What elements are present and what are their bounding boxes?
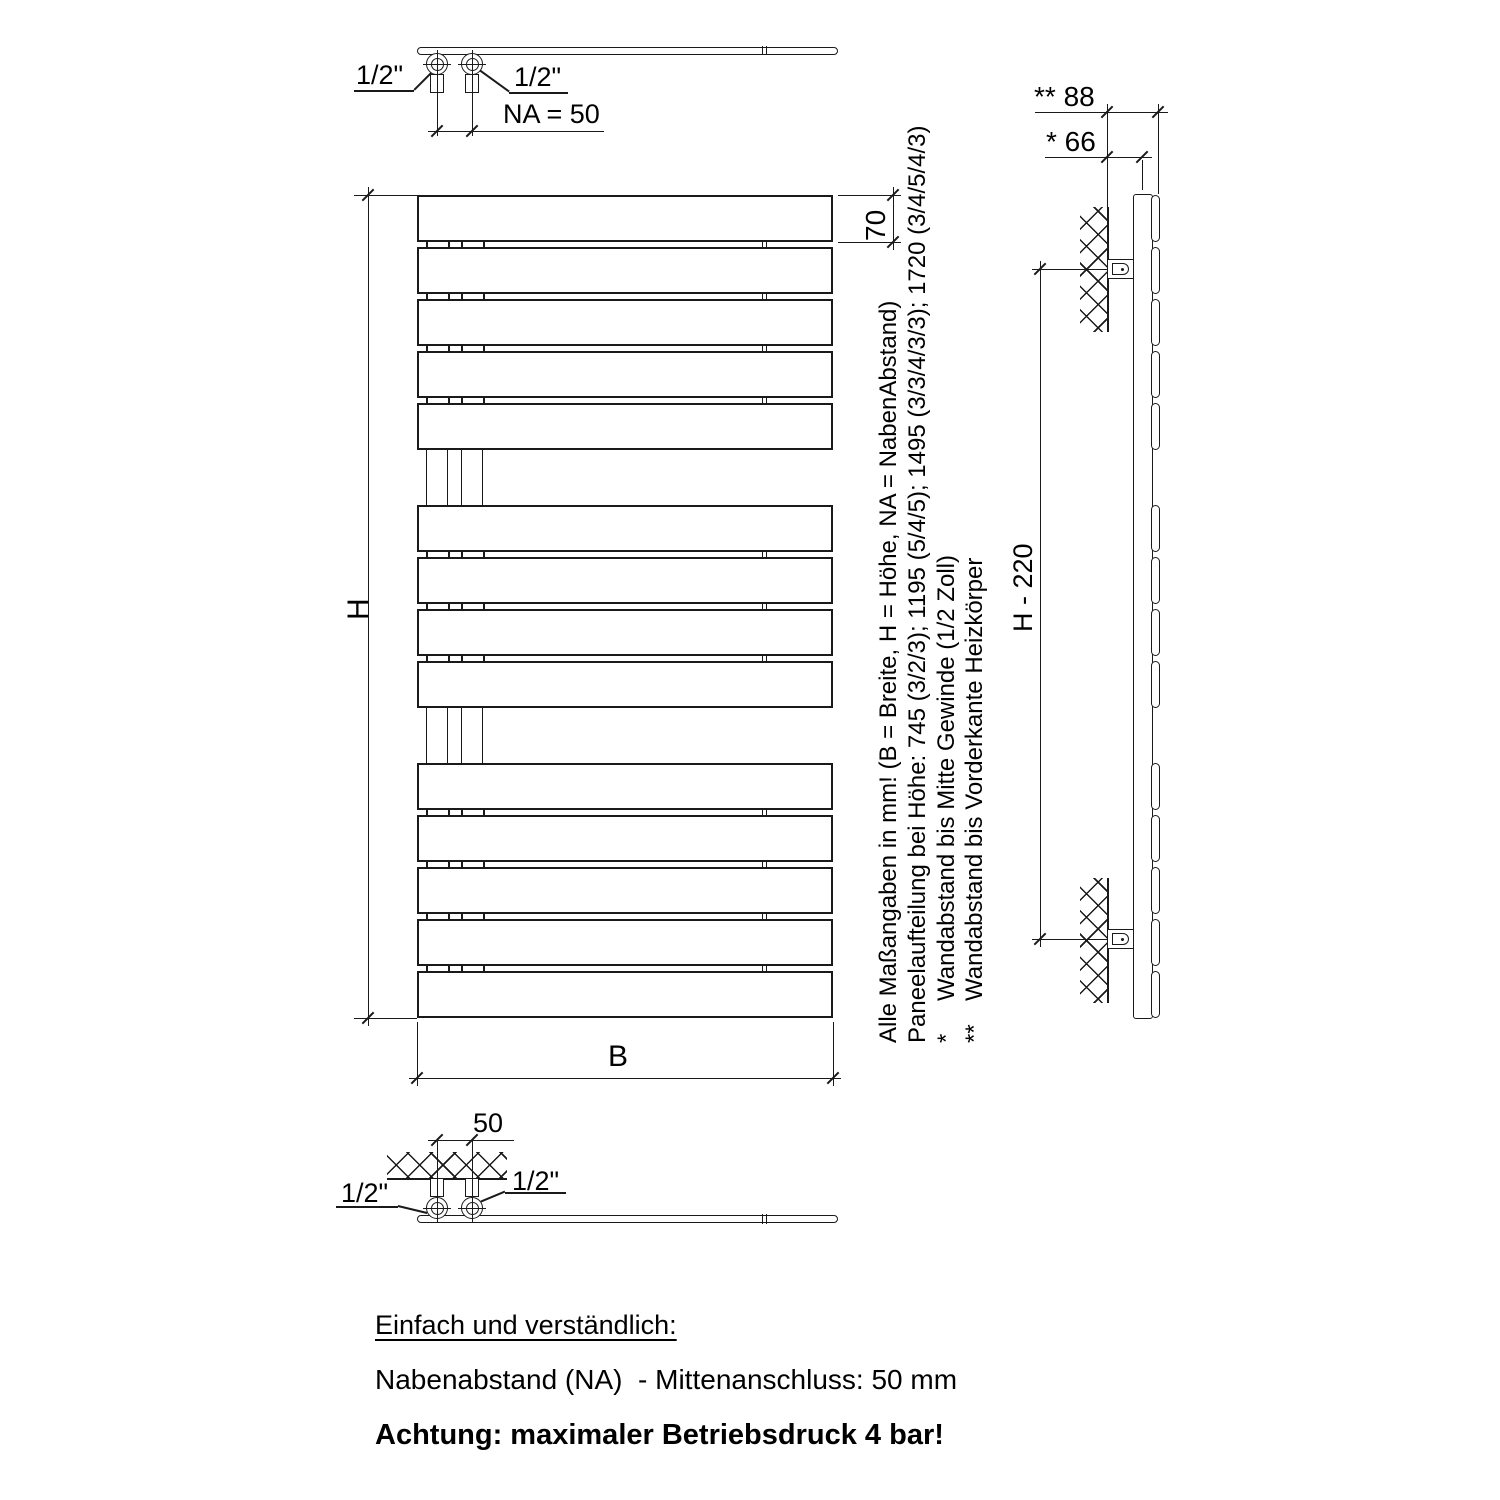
- side-panel-profile: [1151, 763, 1160, 810]
- gap-tube-tick: [483, 293, 485, 300]
- gap-tube-tick: [483, 965, 485, 972]
- gap-tube-tick: [762, 861, 763, 868]
- gap-tube-tick: [762, 397, 763, 404]
- front-panel: [417, 867, 833, 914]
- front-panel: [417, 195, 833, 242]
- gap-tube-tick: [448, 551, 450, 558]
- note-wall-to-front: [962, 558, 989, 1043]
- wall-line: [387, 1178, 507, 1180]
- gap-tube-tick: [461, 655, 463, 662]
- side-panel-profile: [1151, 867, 1160, 914]
- gap-tube-tick: [448, 913, 450, 920]
- gap-tube-tick: [483, 913, 485, 920]
- valve-center-line: [472, 1140, 473, 1222]
- side-bracket-span-dimension-label: H - 220: [1008, 543, 1038, 632]
- valve-cross-line: [423, 64, 451, 65]
- gap-tube-tick: [461, 551, 463, 558]
- gap-tube-tick: [766, 241, 767, 248]
- note-units: Alle Maßangaben in mm! (B = Breite, H = Höhe, NA = NabenAbstand): [875, 300, 902, 1043]
- ext-line: [354, 1018, 417, 1019]
- dim-line-B: [409, 1078, 841, 1079]
- gap-tube-tick: [461, 861, 463, 868]
- ext-line-front-face: [1158, 104, 1159, 194]
- front-panel: [417, 351, 833, 398]
- footer-heading: Einfach und verständlich:: [375, 1310, 677, 1340]
- wall-hatch: [387, 1152, 507, 1178]
- gap-tube-tick: [426, 345, 428, 352]
- gap-tube-tick: [426, 241, 428, 248]
- gap-tube-tick: [766, 913, 767, 920]
- bracket-dot: [1121, 268, 1124, 271]
- gap-tube-tick: [461, 397, 463, 404]
- side-panel-profile: [1151, 351, 1160, 398]
- dim-line-NA: [428, 131, 604, 132]
- top-panel-bar: [417, 47, 838, 55]
- side-wall-to-thread-dimension-label: * 66: [1046, 126, 1096, 157]
- gap-tube-tick: [766, 293, 767, 300]
- front-panel: [417, 661, 833, 708]
- gap-tube-tick: [461, 345, 463, 352]
- gap-tube-tick: [762, 293, 763, 300]
- gap-tube-tick: [448, 293, 450, 300]
- gap-tube-tick: [483, 603, 485, 610]
- gap-tube-tick: [483, 397, 485, 404]
- gap-tube-tick: [762, 345, 763, 352]
- side-panel-profile: [1151, 403, 1160, 450]
- note-wall-to-front-text: Wandabstand bis Vorderkante Heizkörper: [961, 557, 988, 1001]
- front-panel: [417, 403, 833, 450]
- gap-tube-tick: [766, 655, 767, 662]
- gap-tube-tick: [426, 809, 428, 816]
- valve-center-line: [472, 50, 473, 136]
- gap-tube-tick: [448, 861, 450, 868]
- front-panel: [417, 763, 833, 810]
- connector-tube: [426, 447, 448, 506]
- front-panel: [417, 971, 833, 1018]
- side-collector-tube: [1133, 194, 1153, 1019]
- side-panel-profile: [1151, 919, 1160, 966]
- bar-tube-tick: [766, 1214, 767, 1224]
- footer-pressure-warning: Achtung: maximaler Betriebsdruck 4 bar!: [375, 1419, 944, 1451]
- side-panel-profile: [1151, 971, 1160, 1018]
- leader-line: [398, 1205, 427, 1213]
- gap-tube-tick: [766, 861, 767, 868]
- front-panel: [417, 609, 833, 656]
- gap-tube-tick: [766, 397, 767, 404]
- bottom-left-connection-label: 1/2": [341, 1178, 389, 1208]
- bottom-na-dimension-label: 50: [473, 1108, 504, 1138]
- gap-tube-tick: [426, 397, 428, 404]
- gap-tube-tick: [461, 293, 463, 300]
- side-wall-to-front-dimension-label: ** 88: [1034, 81, 1095, 112]
- gap-tube-tick: [762, 809, 763, 816]
- front-panel: [417, 815, 833, 862]
- gap-tube-tick: [461, 965, 463, 972]
- top-right-connection-label: 1/2": [514, 62, 562, 92]
- gap-tube-tick: [483, 655, 485, 662]
- gap-tube-tick: [762, 655, 763, 662]
- gap-tube-tick: [448, 345, 450, 352]
- side-panel-profile: [1151, 299, 1160, 346]
- valve-cross-line: [423, 1208, 451, 1209]
- ext-line-tube-center: [1142, 160, 1143, 190]
- dim-line-H220: [1040, 261, 1041, 947]
- gap-tube-tick: [426, 861, 428, 868]
- gap-tube-tick: [426, 551, 428, 558]
- note-wall-to-front-marker: **: [961, 1024, 988, 1043]
- gap-tube-tick: [766, 551, 767, 558]
- gap-tube-tick: [483, 241, 485, 248]
- bar-tube-tick: [766, 46, 767, 55]
- gap-tube-tick: [448, 655, 450, 662]
- gap-tube-tick: [766, 965, 767, 972]
- front-panel: [417, 919, 833, 966]
- valve-center-line: [437, 50, 438, 136]
- side-panel-profile: [1151, 247, 1160, 294]
- side-panel-profile: [1151, 505, 1160, 552]
- note-wall-to-thread-text: Wandabstand bis Mitte Gewinde (1/2 Zoll): [933, 555, 960, 1001]
- bar-tube-tick: [762, 1214, 763, 1224]
- gap-tube-tick: [483, 345, 485, 352]
- bottom-panel-bar: [417, 1215, 838, 1223]
- leader-line: [481, 1191, 506, 1202]
- gap-tube-tick: [762, 603, 763, 610]
- side-panel-profile: [1151, 557, 1160, 604]
- gap-tube-tick: [766, 603, 767, 610]
- gap-tube-tick: [762, 965, 763, 972]
- connector-tube: [461, 447, 483, 506]
- gap-tube-tick: [426, 965, 428, 972]
- side-panel-profile: [1151, 195, 1160, 242]
- gap-tube-tick: [448, 965, 450, 972]
- front-panel: [417, 505, 833, 552]
- side-panel-profile: [1151, 661, 1160, 708]
- connector-tube: [426, 705, 448, 764]
- valve-cross-line: [458, 1208, 486, 1209]
- valve-center-line: [437, 1140, 438, 1222]
- gap-tube-tick: [426, 603, 428, 610]
- gap-tube-tick: [448, 809, 450, 816]
- valve-cross-line: [458, 64, 486, 65]
- gap-tube-tick: [766, 809, 767, 816]
- gap-tube-tick: [762, 241, 763, 248]
- gap-tube-tick: [426, 293, 428, 300]
- top-left-connection-label: 1/2": [356, 60, 404, 90]
- front-panel: [417, 557, 833, 604]
- gap-tube-tick: [483, 551, 485, 558]
- gap-tube-tick: [461, 241, 463, 248]
- front-panel: [417, 247, 833, 294]
- leader-line: [413, 72, 431, 90]
- gap-tube-tick: [483, 809, 485, 816]
- gap-tube-tick: [461, 913, 463, 920]
- gap-tube-tick: [426, 913, 428, 920]
- note-wall-to-thread: [934, 555, 961, 1043]
- side-panel-profile: [1151, 815, 1160, 862]
- bar-tube-tick: [762, 46, 763, 55]
- front-width-dimension-label: B: [608, 1040, 629, 1073]
- front-panel-height-dimension-label: 70: [860, 209, 891, 241]
- gap-tube-tick: [762, 913, 763, 920]
- gap-tube-tick: [448, 397, 450, 404]
- gap-tube-tick: [483, 861, 485, 868]
- gap-tube-tick: [762, 551, 763, 558]
- ext-line: [354, 195, 417, 196]
- gap-tube-tick: [448, 603, 450, 610]
- gap-tube-tick: [766, 345, 767, 352]
- connector-tube: [461, 705, 483, 764]
- footer-na-note: Nabenabstand (NA) - Mittenanschluss: 50 mm: [375, 1364, 958, 1395]
- front-height-dimension-label: H: [342, 598, 375, 620]
- leader-line: [480, 70, 510, 92]
- note-panel-split: Paneelaufteilung bei Höhe: 745 (3/2/3); 1195 (5/4/5); 1495 (3/3/4/3/3); 1720 (3/4/5/4/3): [904, 125, 931, 1043]
- top-na-dimension-label: NA = 50: [503, 99, 600, 129]
- front-panel: [417, 299, 833, 346]
- bracket-dot: [1121, 938, 1124, 941]
- wall-hatch: [1080, 878, 1107, 1003]
- gap-tube-tick: [448, 241, 450, 248]
- note-wall-to-thread-marker: *: [933, 1033, 960, 1043]
- gap-tube-tick: [461, 603, 463, 610]
- bottom-right-connection-label: 1/2": [512, 1166, 560, 1196]
- gap-tube-tick: [426, 655, 428, 662]
- side-panel-profile: [1151, 609, 1160, 656]
- gap-tube-tick: [461, 809, 463, 816]
